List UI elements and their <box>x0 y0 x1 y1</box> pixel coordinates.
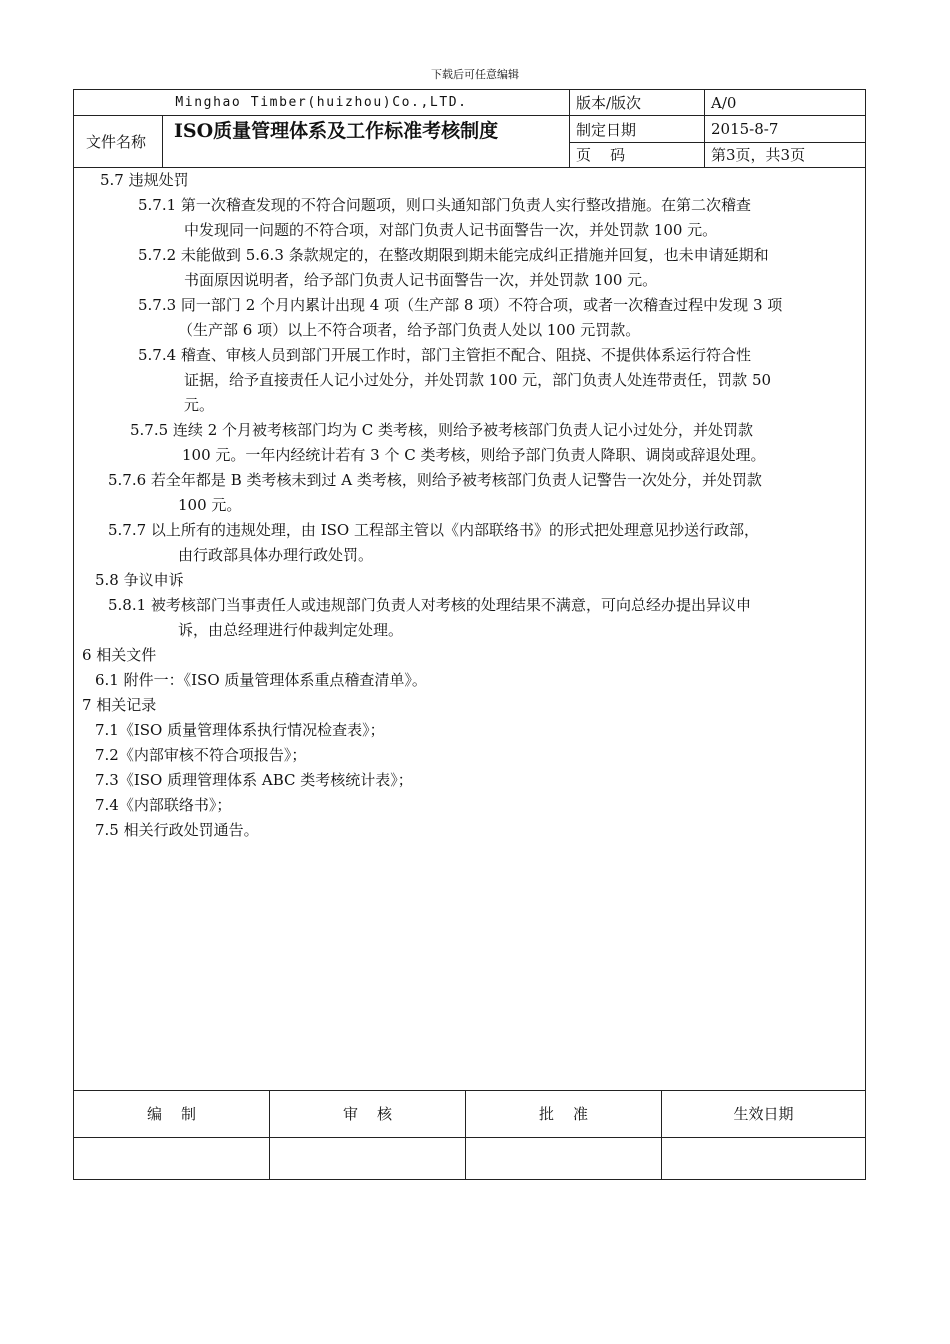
chapter-heading: 6 相关文件 <box>82 646 157 664</box>
section-heading: 5.8 争议申诉 <box>95 571 184 589</box>
clause-line: 5.8.1 被考核部门当事责任人或违规部门负责人对考核的处理结果不满意，可向总经办提出异议申 <box>108 596 751 614</box>
document-body <box>82 168 862 843</box>
page-label: 页 码 <box>576 146 626 164</box>
footer-prepared-by: 编 制 <box>146 1105 197 1123</box>
clause-line: 5.7.3 同一部门 2 个月内累计出现 4 项（生产部 8 项）不符合项，或者一次稽查过程中发现 3 项 <box>138 296 783 314</box>
footer-effective-date: 生效日期 <box>733 1105 794 1123</box>
clause-line: 100 元。 <box>178 496 242 514</box>
clause-line: 书面原因说明者，给予部门负责人记书面警告一次，并处罚款 100 元。 <box>184 271 658 289</box>
version-value: A/0 <box>711 93 737 112</box>
clause-line: 由行政部具体办理行政处罚。 <box>178 546 374 564</box>
date-value: 2015-8-7 <box>711 120 779 138</box>
page-value: 第3页，共3页 <box>711 146 806 164</box>
header-vline-mid <box>569 90 570 167</box>
clause-line: 5.7.7 以上所有的违规处理，由 ISO 工程部主管以《内部联络书》的形式把处理意见抄送行政部， <box>108 521 759 539</box>
clause-line: 诉，由总经理进行仲裁判定处理。 <box>178 621 404 639</box>
footer-approved-by: 批 准 <box>538 1105 589 1123</box>
company-name: Minghao Timber(huizhou)Co.,LTD. <box>175 95 468 110</box>
clause-line: 5.7.1 第一次稽查发现的不符合问题项，则口头通知部门负责人实行整改措施。在第二次稽查 <box>138 196 751 214</box>
file-name-label: 文件名称 <box>86 133 147 151</box>
footer-reviewed-by: 审 核 <box>342 1105 393 1123</box>
clause-line: 中发现同一问题的不符合项，对部门负责人记书面警告一次，并处罚款 100 元。 <box>184 221 718 239</box>
record-item: 7.4《内部联络书》； <box>95 796 232 814</box>
date-label: 制定日期 <box>576 120 637 139</box>
header-vline-label <box>162 115 163 167</box>
record-item: 7.2《内部审核不符合项报告》； <box>95 746 307 764</box>
clause-line: 5.7.6 若全年都是 B 类考核未到过 A 类考核，则给予被考核部门负责人记警告一次处分，并处罚款 <box>108 471 762 489</box>
clause-line: 6.1 附件一：《ISO 质量管理体系重点稽查清单》。 <box>95 671 427 689</box>
top-note: 下载后可任意编辑 <box>431 68 519 81</box>
record-item: 7.5 相关行政处罚通告。 <box>95 821 259 839</box>
record-item: 7.3《ISO 质理管理体系 ABC 类考核统计表》； <box>95 771 413 789</box>
clause-line: （生产部 6 项）以上不符合项者，给予部门负责人处以 100 元罚款。 <box>178 321 641 339</box>
clause-line: 5.7.4 稽查、审核人员到部门开展工作时，部门主管拒不配合、阻挠、不提供体系运行符合性 <box>138 346 751 364</box>
clause-line: 5.7.5 连续 2 个月被考核部门均为 C 类考核，则给予被考核部门负责人记小过处分，并处罚款 <box>130 421 754 439</box>
clause-line: 证据，给予直接责任人记小过处分，并处罚款 100 元，部门负责人处连带责任，罚款 50 <box>184 371 772 389</box>
chapter-heading: 7 相关记录 <box>82 696 157 714</box>
clause-line: 5.7.2 未能做到 5.6.3 条款规定的，在整改期限到期未能完成纠正措施并回复，也未申请延期和 <box>138 246 769 264</box>
footer-mid-line <box>74 1137 865 1138</box>
section-heading: 5.7 违规处罚 <box>100 171 189 189</box>
clause-line: 元。 <box>184 396 215 414</box>
record-item: 7.1《ISO 质量管理体系执行情况检查表》； <box>95 721 385 739</box>
version-label: 版本/版次 <box>576 94 642 112</box>
document-title: ISO质量管理体系及工作标准考核制度 <box>174 119 499 142</box>
clause-line: 100 元。一年内经统计若有 3 个 C 类考核，则给予部门负责人降职、调岗或辞退处理。 <box>182 446 766 464</box>
header-vline-right <box>704 90 705 167</box>
